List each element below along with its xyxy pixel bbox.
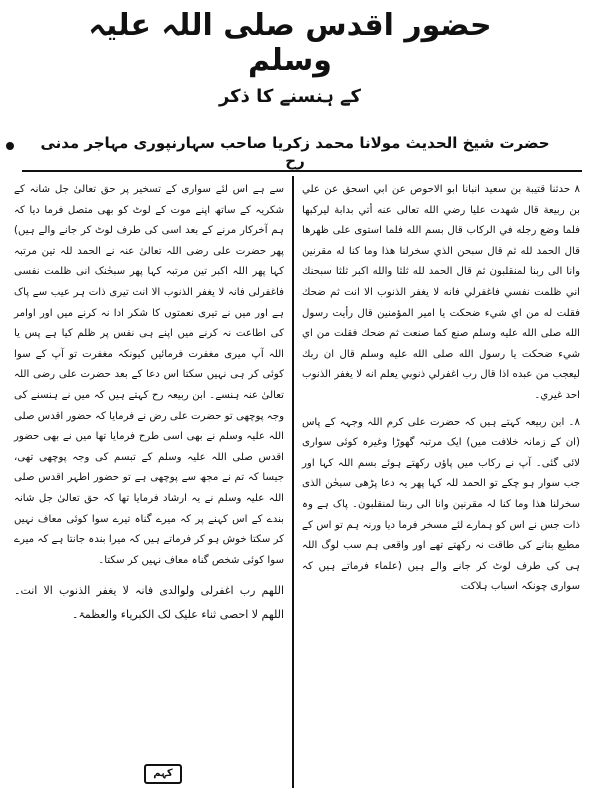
right-column xyxy=(302,180,580,598)
author-line: حضرت شیخ الحدیث مولانا محمد زکریا صاحب سہارنپوری مہاجر مدنی رح xyxy=(40,134,550,170)
bullet-dot xyxy=(6,142,14,150)
column-divider xyxy=(292,176,294,788)
header-rule xyxy=(22,170,582,172)
hadith-translation-paragraph: ۸۔ ابن ربیعہ کہتے ہیں کہ حضرت علی کرم اللہ وجہہ کے پاس (ان کے زمانہ خلافت میں) ایک مرتبہ گھوڑا وغیرہ کوئی سواری لائی گئی۔ آپ نے رکاب میں پاؤں رکھتے ہوئے بسم اللہ کہا اور جب سوار ہو چکے تو الحمد للہ کہا پھر یہ دعا پڑھی سبحٰن الذی سخرلنا ھذا وما کنا لہ مقرنین وانا الی ربنا لمنقلبون۔ پاک ہے وہ ذات جس نے اس کو ہمارے لئے مسخر فرما دیا ورنہ ہم تو اس کے مطیع بنانے کی طاقت نہ رکھتے تھے اور واقعی ہم سب لوگ اللہ ہی کی طرف لوٹ کر جانے والے ہیں (علماء فرماتے ہیں کہ سواری چونکہ اسباب ہلاکت xyxy=(302,416,580,593)
page-title: حضور اقدس صلی اللہ علیہ وسلم xyxy=(88,8,492,78)
footer-mark: کہم xyxy=(144,764,182,784)
dua-paragraph: اللھم رب اغفرلی ولوالدی فانہ لا یغفر الذنوب الا انت۔ اللھم لا احصی ثناء علیک لک الکبریاء والعظمۃ۔ xyxy=(14,584,284,622)
left-column xyxy=(14,180,284,627)
translation-continuation-paragraph: سے ہے اس لئے سواری کے تسخیر پر حق تعالیٰ جل شانہ کے شکریہ کے ساتھ اپنے موت کے لوٹ کو بھی متصل فرما دیا کہ ہم آخرکار مرنے کے بعد اسی کی طرف لوٹ کر جانے والے ہیں) پھر حضرت علی رضی اللہ تعالیٰ عنہ نے الحمد للہ تین مرتبہ کہا پھر اللہ اکبر تین مرتبہ کہا پھر سبحٰنک انی ظلمت نفسی فاغفرلی فانہ لا یغفر الذنوب الا انت تیری ذات ہر عیب سے پاک ہے اور میں نے تیری نعمتوں کا شکر ادا نہ کرنے میں اور اوامر کی اطاعت نہ کرنے میں اپنے ہی نفس پر ظلم کیا ہے پس یا اللہ آپ میری مغفرت فرمائیں کیونکہ مغفرت تو آپ کے سوا کوئی کر ہی نہیں سکتا اس دعا کے بعد حضرت علی رضی اللہ تعالیٰ عنہ ہنسے۔ ابن ربیعہ رح کہتے ہیں کہ میں نے ہنسنے کی وجہ پوچھی تو حضرت علی رض نے فرمایا کہ حضور اقدس صلی اللہ علیہ وسلم نے بھی اسی طرح فرمایا تھا میں نے بھی حضور اقدس صلی اللہ علیہ وسلم کے تبسم کی وجہ پوچھی تھی، جیسا کہ تم نے مجھ سے پوچھی ہے تو حضور اطہر اقدس صلی اللہ علیہ وسلم نے یہ ارشاد فرمایا تھا کہ حق تعالیٰ جل شانہ بندے کے اس کہنے پر کہ میرے گناہ تیرے سوا کوئی معاف نہیں کر سکتا خوش ہو کر فرماتے ہیں کہ میرا بندہ جانتا ہے کہ میرے سوا کوئی شخص گناہ معاف نہیں کر سکتا۔ xyxy=(14,184,284,566)
page-subtitle: کے ہنسنے کا ذکر xyxy=(218,86,362,107)
hadith-arabic-paragraph: ۸ حدثنا قتيبة بن سعيد انبانا ابو الاحوص عن ابي اسحق عن علي بن ربيعة قال شهدت عليا رضي الله تعالى عنه أتي بدابة ليركبها فلما وضع رجله في الركاب قال بسم الله فلما استوى على ظهرها قال الحمد لله ثم قال سبحن الذي سخرلنا هذا وما كنا له مقرنين وانا الى ربنا لمنقلبون ثم قال الحمد لله ثلثا والله اكبر ثلثا سبحنك اني ظلمت نفسي فاغفرلي فانه لا يغفر الذنوب الا انت ثم ضحك فقلت له من اي شيء ضحكت يا امير المؤمنين قال رأيت رسول الله صلى الله عليه وسلم صنع كما صنعت ثم ضحك فقلت من اي شيء ضحكت يا رسول الله صلى الله عليه وسلم قال ان ربك ليعجب من عبده اذا قال رب اغفرلي ذنوبي يعلم انه لا يغفر الذنوب احد غيري۔ xyxy=(302,184,580,401)
